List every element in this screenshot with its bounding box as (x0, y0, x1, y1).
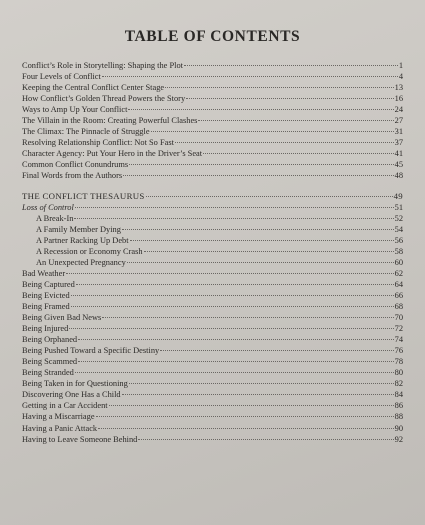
entry-page: 1 (398, 61, 403, 70)
toc-entry (22, 323, 403, 334)
toc-entry (22, 356, 403, 367)
intro-section (22, 60, 403, 182)
entry-page: 54 (394, 224, 403, 234)
entry-label: A Break-In (36, 213, 74, 223)
toc-entry (22, 411, 403, 422)
page-title: TABLE OF CONTENTS (124, 28, 301, 45)
toc-entry (22, 378, 403, 389)
entry-label: Bad Weather (22, 268, 66, 278)
dot-leader (175, 142, 394, 143)
entry-label: Common Conflict Conundrums (22, 160, 129, 170)
entry-label: Being Evicted (22, 290, 70, 300)
entry-label: Having a Miscarriage (22, 412, 95, 422)
entry-page: 82 (394, 379, 403, 389)
toc-entry (22, 104, 403, 115)
entry-label: Being Captured (22, 279, 75, 289)
entry-page: 80 (394, 368, 403, 378)
thesaurus-entries (22, 213, 403, 445)
toc-entry (22, 159, 403, 170)
dot-leader (186, 98, 393, 99)
dot-leader (71, 306, 394, 307)
entry-label: Having a Panic Attack (22, 423, 98, 433)
toc-entry (22, 334, 403, 345)
toc-entry (22, 170, 403, 181)
toc-entry (22, 423, 403, 434)
toc-entry (22, 434, 403, 445)
toc-entry (22, 93, 403, 104)
entry-page: 27 (394, 116, 403, 126)
toc-entry (22, 60, 403, 71)
entry-label: Being Injured (22, 324, 69, 334)
entry-label: A Family Member Dying (36, 224, 121, 234)
entry-label: Being Taken in for Questioning (22, 379, 128, 389)
toc-entry (22, 400, 403, 411)
toc-entry (22, 389, 403, 400)
toc-entry (22, 71, 403, 82)
entry-page: 31 (394, 127, 403, 137)
toc-entry (22, 126, 403, 137)
dot-leader (102, 317, 393, 318)
dot-leader (144, 251, 394, 252)
toc-list (22, 60, 403, 445)
dot-leader (128, 109, 393, 110)
toc-entry (22, 257, 403, 268)
entry-label: Getting in a Car Accident (22, 401, 108, 411)
dot-leader (123, 175, 393, 176)
entry-page: 62 (394, 268, 403, 278)
dot-leader (127, 262, 394, 263)
entry-page: 76 (394, 346, 403, 356)
entry-label: The Villain in the Room: Creating Powerful Clashes (22, 116, 198, 126)
toc-entry (22, 367, 403, 378)
dot-leader (66, 273, 394, 274)
entry-page: 60 (394, 257, 403, 267)
dot-leader (109, 405, 394, 406)
entry-label: Final Words from the Authors (22, 171, 123, 181)
dot-leader (203, 153, 394, 154)
entry-label: Being Stranded (22, 368, 74, 378)
entry-label: Being Orphaned (22, 335, 78, 345)
entry-page: 84 (394, 390, 403, 400)
entry-page: 49 (393, 190, 403, 201)
dot-leader (122, 394, 394, 395)
toc-entry (22, 268, 403, 279)
entry-page: 48 (394, 171, 403, 181)
entry-page: 56 (394, 235, 403, 245)
entry-page: 24 (394, 105, 403, 115)
thesaurus-heading (22, 191, 403, 202)
dot-leader (165, 87, 394, 88)
toc-entry (22, 290, 403, 301)
dot-leader (146, 196, 393, 197)
dot-leader (160, 350, 393, 351)
dot-leader (78, 361, 394, 362)
entry-page: 72 (394, 324, 403, 334)
entry-page: 74 (394, 335, 403, 345)
entry-label: Character Agency: Put Your Hero in the Driver’s Seat (22, 149, 203, 159)
dot-leader (129, 383, 394, 384)
entry-label: Being Given Bad News (22, 313, 102, 323)
dot-leader (151, 131, 394, 132)
entry-page: 64 (394, 279, 403, 289)
entry-label: Being Scammed (22, 357, 78, 367)
entry-page: 66 (394, 290, 403, 300)
entry-page: 88 (394, 412, 403, 422)
toc-entry (22, 115, 403, 126)
toc-entry (22, 279, 403, 290)
entry-label: Being Framed (22, 301, 70, 311)
entry-page: 13 (394, 83, 403, 93)
entry-label: Loss of Control (22, 202, 74, 212)
entry-page: 45 (394, 160, 403, 170)
toc-entry (22, 345, 403, 356)
entry-label: Conflict’s Role in Storytelling: Shaping the Plot (22, 61, 183, 70)
entry-page: 41 (394, 149, 403, 159)
toc-entry (22, 148, 403, 159)
toc-entry (22, 213, 403, 224)
entry-label: A Partner Racking Up Debt (36, 235, 129, 245)
entry-page: 37 (394, 138, 403, 148)
dot-leader (198, 120, 393, 121)
dot-leader (75, 207, 394, 208)
entry-page: 86 (394, 401, 403, 411)
entry-page: 4 (398, 72, 403, 82)
dot-leader (78, 339, 394, 340)
entry-page: 90 (394, 423, 403, 433)
dot-leader (96, 416, 394, 417)
entry-page: 58 (394, 246, 403, 256)
entry-page: 52 (394, 213, 403, 223)
entry-label: How Conflict’s Golden Thread Powers the Story (22, 94, 186, 104)
toc-entry (22, 301, 403, 312)
toc-entry (22, 235, 403, 246)
toc-entry (22, 246, 403, 257)
entry-page: 70 (394, 313, 403, 323)
dot-leader (184, 65, 398, 66)
entry-label: An Unexpected Pregnancy (36, 257, 126, 267)
dot-leader (130, 240, 394, 241)
category-heading (22, 202, 403, 213)
dot-leader (129, 164, 394, 165)
entry-label: Ways to Amp Up Your Conflict (22, 105, 128, 115)
dot-leader (76, 284, 394, 285)
entry-label: THE CONFLICT THESAURUS (22, 190, 145, 201)
dot-leader (69, 328, 393, 329)
entry-label: Having to Leave Someone Behind (22, 434, 138, 444)
toc-entry (22, 312, 403, 323)
dot-leader (102, 76, 398, 77)
entry-page: 51 (394, 202, 403, 212)
entry-page: 78 (394, 357, 403, 367)
entry-page: 92 (394, 434, 403, 444)
dot-leader (71, 295, 394, 296)
dot-leader (138, 439, 393, 440)
entry-label: Four Levels of Conflict (22, 72, 101, 82)
toc-entry (22, 82, 403, 93)
entry-label: Discovering One Has a Child (22, 390, 121, 400)
dot-leader (75, 372, 394, 373)
entry-label: Keeping the Central Conflict Center Stage (22, 83, 165, 93)
entry-page: 68 (394, 301, 403, 311)
dot-leader (98, 428, 394, 429)
toc-entry (22, 137, 403, 148)
entry-label: The Climax: The Pinnacle of Struggle (22, 127, 150, 137)
toc-entry (22, 224, 403, 235)
dot-leader (122, 229, 394, 230)
dot-leader (74, 218, 393, 219)
entry-label: Being Pushed Toward a Specific Destiny (22, 346, 160, 356)
entry-page: 16 (394, 94, 403, 104)
entry-label: Resolving Relationship Conflict: Not So Fast (22, 138, 174, 148)
entry-label: A Recession or Economy Crash (36, 246, 143, 256)
